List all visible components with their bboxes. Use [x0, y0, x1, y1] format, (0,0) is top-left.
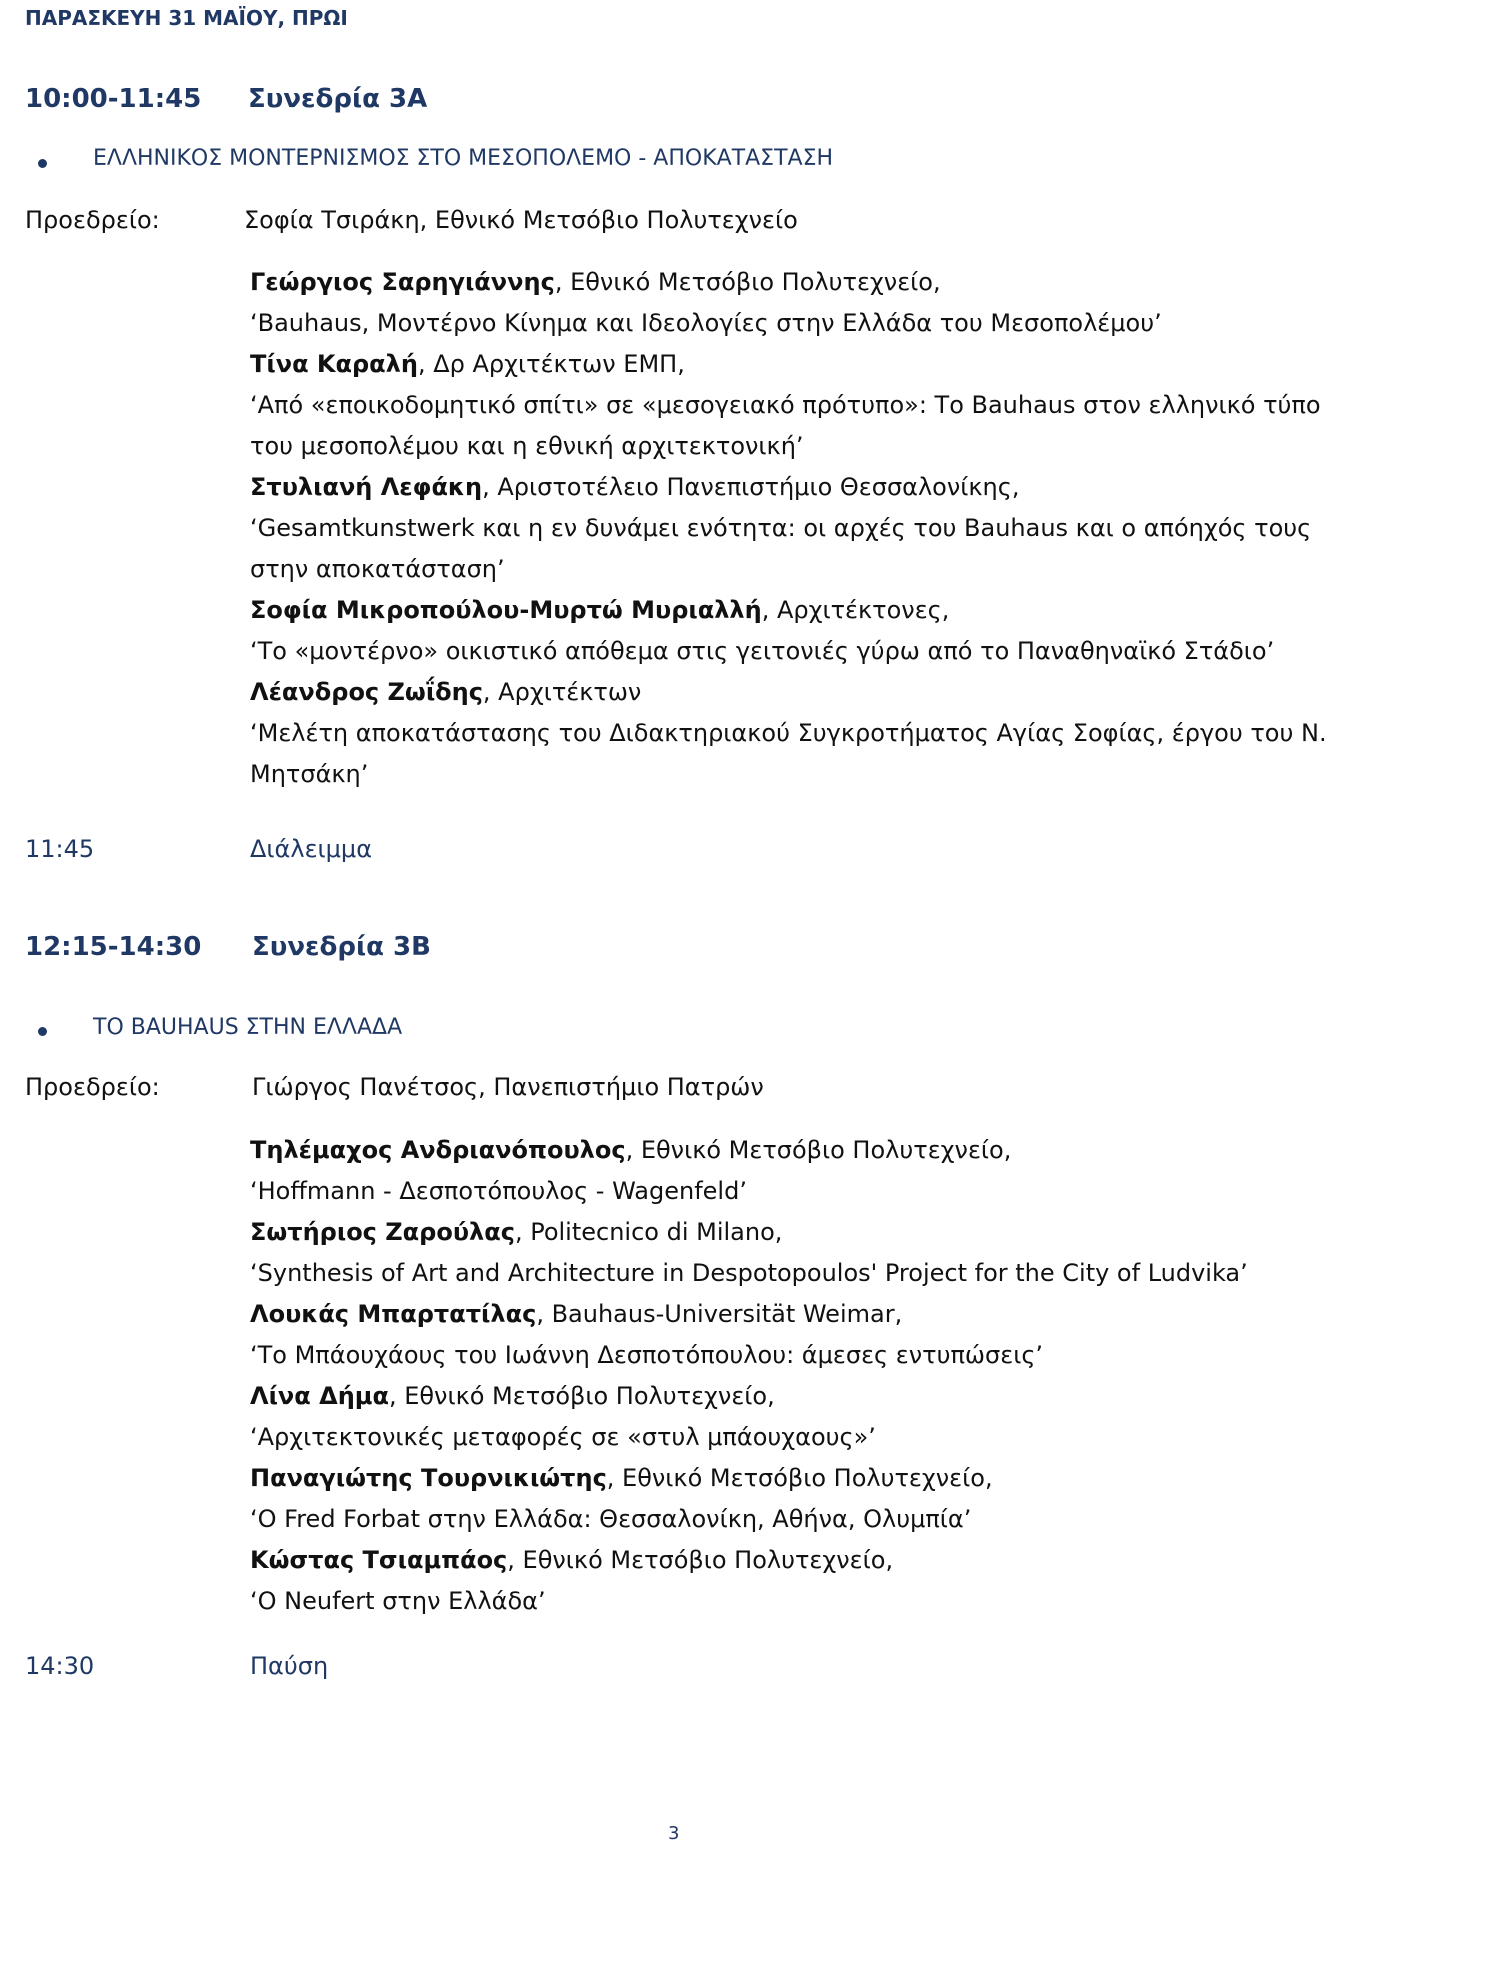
author-affiliation: , Αριστοτέλειο Πανεπιστήμιο Θεσσαλονίκης, [482, 473, 1020, 501]
paper-author-line [250, 672, 1350, 713]
session-theme: ΤΟ BAUHAUS ΣΤΗΝ ΕΛΛΑΔΑ [93, 1015, 403, 1040]
author-name: Στυλιανή Λεφάκη [250, 473, 483, 501]
author-affiliation: , Bauhaus-Universität Weimar, [536, 1300, 903, 1328]
chair-label: Προεδρείο: [25, 206, 160, 234]
paper-title: ‘O Fred Forbat στην Ελλάδα: Θεσσαλονίκη, Αθήνα, Ολυμπία’ [250, 1505, 972, 1533]
chair-name: Σοφία Τσιράκη, Εθνικό Μετσόβιο Πολυτεχνείο [244, 206, 798, 234]
author-affiliation: , Αρχιτέκτων [482, 678, 642, 706]
paper-author-line [250, 1458, 1350, 1499]
paper-author-line [250, 1212, 1350, 1253]
author-name: Παναγιώτης Τουρνικιώτης [250, 1464, 607, 1492]
paper-author-line [250, 1130, 1350, 1171]
paper-title: ‘Synthesis of Art and Architecture in Despotopoulos' Project for the City of Ludvika’ [250, 1259, 1248, 1287]
paper-title: ‘Μελέτη αποκατάστασης του Διδακτηριακού Συγκροτήματος Αγίας Σοφίας, έργου του Ν. [250, 719, 1327, 747]
author-name: Λίνα Δήμα [250, 1382, 389, 1410]
paper-author-line [250, 467, 1350, 508]
break-time: 11:45 [25, 835, 95, 863]
paper-author-line [250, 262, 1350, 303]
paper-author-line [250, 1294, 1350, 1335]
paper-author-line [250, 1540, 1350, 1581]
paper-list [250, 1130, 1350, 1622]
paper-author-line [250, 590, 1350, 631]
break-label: Διάλειμμα [250, 835, 373, 863]
paper-author-line [250, 1376, 1350, 1417]
author-name: Γεώργιος Σαρηγιάννης [250, 268, 555, 296]
paper-title: ‘Το Μπάουχάους του Ιωάννη Δεσποτόπουλου: άμεσες εντυπώσεις’ [250, 1341, 1044, 1369]
chair-name: Γιώργος Πανέτσος, Πανεπιστήμιο Πατρών [252, 1073, 764, 1101]
author-name: Σωτήριος Ζαρούλας [250, 1218, 515, 1246]
author-name: Κώστας Τσιαμπάος [250, 1546, 508, 1574]
session-time: 12:15-14:30 [25, 932, 202, 962]
author-name: Σοφία Μικροπούλου-Μυρτώ Μυριαλλή [250, 596, 762, 624]
author-affiliation: , Εθνικό Μετσόβιο Πολυτεχνείο, [554, 268, 941, 296]
session-time: 10:00-11:45 [25, 84, 202, 114]
paper-title: ‘Ο Neufert στην Ελλάδα’ [250, 1587, 546, 1615]
bullet-dot-icon [38, 159, 47, 168]
paper-title: Μητσάκη’ [250, 760, 369, 788]
author-affiliation: , Εθνικό Μετσόβιο Πολυτεχνείο, [606, 1464, 993, 1492]
paper-title: του μεσοπολέμου και η εθνική αρχιτεκτονική’ [250, 432, 804, 460]
break-time: 14:30 [25, 1652, 95, 1680]
paper-author-line [250, 344, 1350, 385]
author-name: Τίνα Καραλή [250, 350, 418, 378]
paper-title: ‘Hoffmann - Δεσποτόπουλος - Wagenfeld’ [250, 1177, 747, 1205]
session-title: Συνεδρία 3Α [248, 84, 428, 114]
author-name: Λουκάς Μπαρτατίλας [250, 1300, 537, 1328]
paper-title: ‘Το «μοντέρνο» οικιστικό απόθεμα στις γειτονιές γύρω από το Παναθηναϊκό Στάδιο’ [250, 637, 1275, 665]
paper-title: ‘Αρχιτεκτονικές μεταφορές σε «στυλ μπάουχαους»’ [250, 1423, 876, 1451]
author-name: Τηλέμαχος Ανδριανόπουλος [250, 1136, 626, 1164]
paper-title: ‘Από «εποικοδομητικό σπίτι» σε «μεσογειακό πρότυπο»: Το Bauhaus στον ελληνικό τύπο [250, 391, 1321, 419]
author-affiliation: , Εθνικό Μετσόβιο Πολυτεχνείο, [625, 1136, 1012, 1164]
author-affiliation: , Αρχιτέκτονες, [761, 596, 950, 624]
author-affiliation: , Politecnico di Milano, [514, 1218, 783, 1246]
author-affiliation: , Δρ Αρχιτέκτων ΕΜΠ, [417, 350, 685, 378]
paper-title: ‘Bauhaus, Μοντέρνο Κίνημα και Ιδεολογίες στην Ελλάδα του Μεσοπολέμου’ [250, 309, 1162, 337]
author-affiliation: , Εθνικό Μετσόβιο Πολυτεχνείο, [507, 1546, 894, 1574]
paper-title: στην αποκατάσταση’ [250, 555, 505, 583]
author-affiliation: , Εθνικό Μετσόβιο Πολυτεχνείο, [388, 1382, 775, 1410]
session-theme: ΕΛΛΗΝΙΚΟΣ ΜΟΝΤΕΡΝΙΣΜΟΣ ΣΤΟ ΜΕΣΟΠΟΛΕΜΟ - ΑΠΟΚΑΤΑΣΤΑΣΗ [93, 146, 834, 171]
bullet-dot-icon [38, 1027, 47, 1036]
page-number: 3 [668, 1823, 680, 1844]
author-name: Λέανδρος Ζωΐδης [250, 678, 483, 706]
break-label: Παύση [250, 1652, 329, 1680]
chair-label: Προεδρείο: [25, 1073, 160, 1101]
paper-list [250, 262, 1350, 795]
session-title: Συνεδρία 3Β [252, 932, 431, 962]
paper-title: ‘Gesamtkunstwerk και η εν δυνάμει ενότητα: οι αρχές του Bauhaus και ο απόηχός τους [250, 514, 1312, 542]
day-heading: ΠΑΡΑΣΚΕΥΗ 31 ΜΑΪΟΥ, ΠΡΩΙ [25, 6, 348, 30]
